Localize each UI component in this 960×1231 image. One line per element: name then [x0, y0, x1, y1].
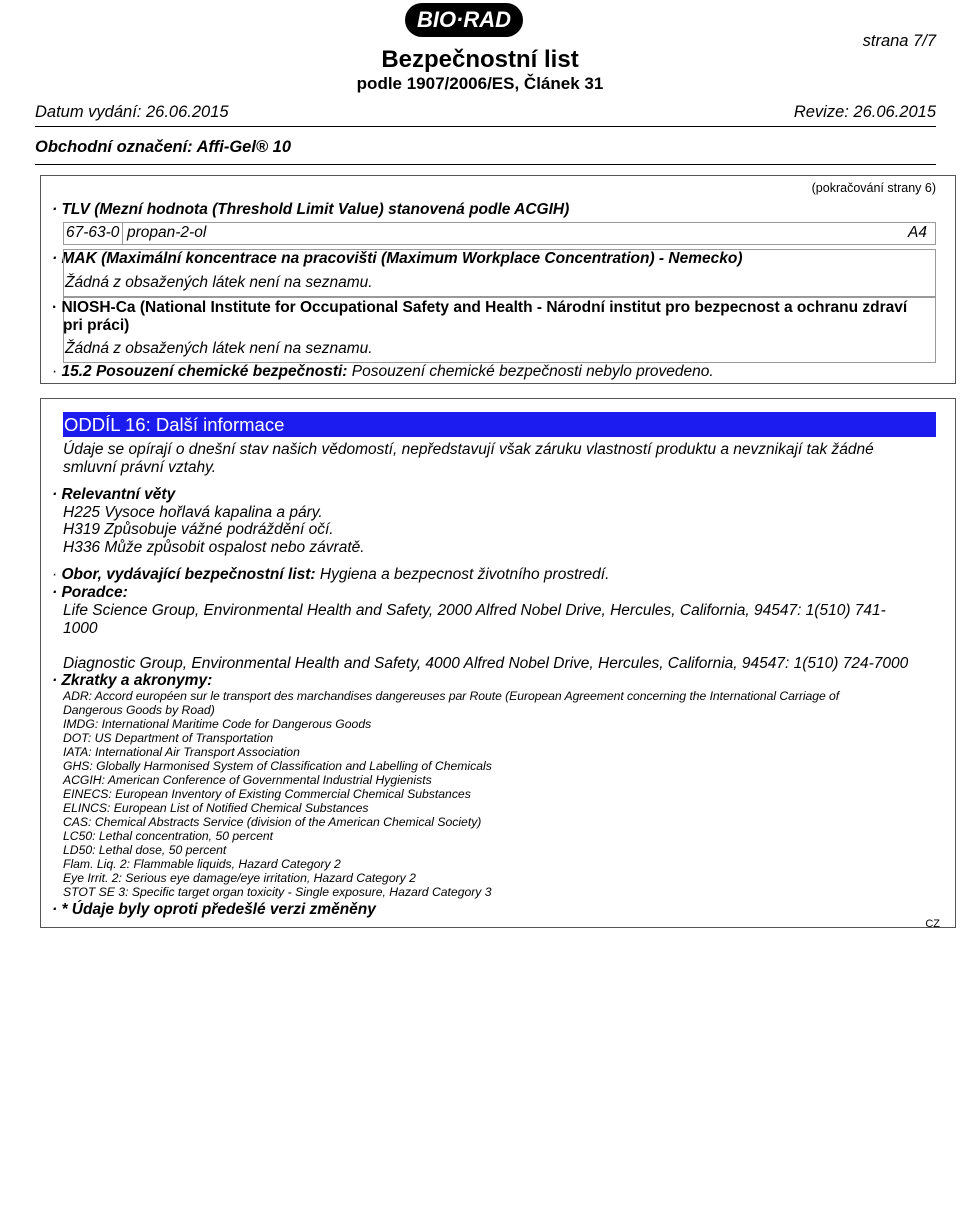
abbr-dot: DOT: US Department of Transportation — [63, 731, 274, 745]
contact-life-science-line-1: Life Science Group, Environmental Health and Safety, 2000 Alfred Nobel Drive, Hercules, California, 94547: 1(510) 741- — [63, 602, 886, 619]
section-16-heading: ODDÍL 16: Další informace — [63, 412, 936, 437]
language-code: CZ — [925, 918, 940, 930]
niosh-title-line-1: · NIOSH-Ca (National Institute for Occupational Safety and Health - Národní institut pro bezpecnost a ochranu zdraví — [52, 299, 908, 316]
abbr-imdg: IMDG: International Maritime Code for Dangerous Goods — [63, 717, 372, 731]
abbr-elincs: ELINCS: European List of Notified Chemical Substances — [63, 801, 369, 815]
bio-rad-logo: BIO·RAD — [405, 3, 523, 37]
niosh-text: Žádná z obsažených látek není na seznamu. — [65, 340, 373, 357]
section-16-intro-line-2: smluvní právní vztahy. — [63, 459, 217, 476]
mak-title: · MAK (Maximální koncentrace na pracovišti (Maximum Workplace Concentration) - Nemecko) — [52, 250, 743, 267]
header-divider-2 — [35, 164, 936, 165]
abbr-cas: CAS: Chemical Abstracts Service (division of the American Chemical Society) — [63, 815, 482, 829]
abbr-iata: IATA: International Air Transport Association — [63, 745, 300, 759]
section-16-intro-line-1: Údaje se opírají o dnešní stav našich vědomostí, nepředstavují však záruku vlastností produktu a nevznikají tak žádné — [63, 441, 874, 458]
tlv-title: · TLV (Mezní hodnota (Threshold Limit Value) stanovená podle ACGIH) — [52, 201, 570, 218]
tlv-cas: 67-63-0 — [66, 224, 120, 241]
abbr-eye-irrit: Eye Irrit. 2: Serious eye damage/eye irritation, Hazard Category 2 — [63, 871, 416, 885]
abbr-stot-se: STOT SE 3: Specific target organ toxicity - Single exposure, Hazard Category 3 — [63, 885, 492, 899]
abbr-adr-line-1: ADR: Accord européen sur le transport des marchandises dangereuses par Route (European Agreement concerning the International Carriage of — [63, 689, 840, 703]
abbr-adr-line-2: Dangerous Goods by Road) — [63, 703, 215, 717]
continuation-note: (pokračování strany 6) — [811, 181, 936, 195]
trade-name: Obchodní označení: Affi-Gel® 10 — [35, 138, 292, 156]
contact-title: · Poradce: — [52, 584, 128, 601]
mak-text: Žádná z obsažených látek není na seznamu. — [65, 274, 373, 291]
abbr-einecs: EINECS: European Inventory of Existing Commercial Chemical Substances — [63, 787, 471, 801]
abbr-ghs: GHS: Globally Harmonised System of Classification and Labelling of Chemicals — [63, 759, 492, 773]
document-title: Bezpečnostní list — [381, 46, 579, 73]
chemical-safety-assessment: · 15.2 Posouzení chemické bezpečnosti: Posouzení chemické bezpečnosti nebylo provedeno. — [52, 363, 714, 380]
abbr-acgih: ACGIH: American Conference of Governmental Industrial Hygienists — [63, 773, 432, 787]
header-divider-1 — [35, 126, 936, 127]
tlv-substance: propan-2-ol — [127, 224, 207, 241]
abbr-ld50: LD50: Lethal dose, 50 percent — [63, 843, 227, 857]
abbr-flam-liq: Flam. Liq. 2: Flammable liquids, Hazard Category 2 — [63, 857, 341, 871]
revision-date: Revize: 26.06.2015 — [793, 103, 936, 121]
changed-data-note: · * Údaje byly oproti předešlé verzi změněny — [52, 901, 376, 918]
contact-diagnostic: Diagnostic Group, Environmental Health and Safety, 4000 Alfred Nobel Drive, Hercules, California, 94547: 1(510) 724-7000 — [63, 655, 909, 672]
issue-date: Datum vydání: 26.06.2015 — [35, 103, 229, 121]
relevant-phrases-title: · Relevantní věty — [52, 486, 176, 503]
phrase-h336: H336 Může způsobit ospalost nebo závratě. — [63, 539, 365, 556]
document-subtitle: podle 1907/2006/ES, Článek 31 — [356, 74, 604, 93]
tlv-value: A4 — [908, 224, 927, 241]
niosh-title-line-2: pri práci) — [63, 317, 130, 334]
phrase-h225: H225 Vysoce hořlavá kapalina a páry. — [63, 504, 323, 521]
abbreviations-title: · Zkratky a akronymy: — [52, 672, 213, 689]
issuing-department: · Obor, vydávající bezpečnostní list: Hygiena a bezpecnost životního prostredí. — [52, 566, 610, 583]
abbr-lc50: LC50: Lethal concentration, 50 percent — [63, 829, 274, 843]
contact-life-science-line-2: 1000 — [63, 620, 98, 637]
phrase-h319: H319 Způsobuje vážné podráždění očí. — [63, 521, 334, 538]
page-number: strana 7/7 — [862, 32, 936, 50]
